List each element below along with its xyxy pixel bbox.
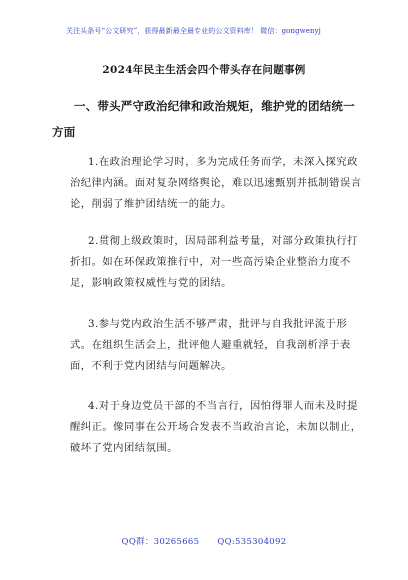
document-title: 2024年民主生活会四个带头存在问题事例 bbox=[102, 64, 306, 76]
footer-contact bbox=[0, 535, 408, 547]
header-promo-note: 关注头条号“公文研究”，获得最新最全最专业的公文资料库！ 微信：gongwenyj bbox=[66, 27, 321, 35]
footer-qq: QQ:535304092 bbox=[217, 537, 287, 547]
paragraph-4: 4.对于身边党员干部的不当言行，因怕得罪人而未及时提醒纠正。像同事在公开场合发表不当政治言论，未加以制止，破坏了党内团结氛围。 bbox=[70, 400, 362, 454]
footer-qq-group: QQ群：30265665 bbox=[121, 537, 200, 547]
paragraph-2: 2.贯彻上级政策时，因局部利益考量，对部分政策执行打折扣。如在环保政策推行中，对一些高污染企业整治力度不足，影响政策权威性与党的团结。 bbox=[70, 235, 358, 289]
paragraph-3: 3.参与党内政治生活不够严肃，批评与自我批评流于形式。在组织生活会上，批评他人避重就轻，自我剖析浮于表面，不利于党内团结与问题解决。 bbox=[70, 318, 351, 372]
section-heading: 一、带头严守政治纪律和政治规矩，维护党的团结统一方面 bbox=[52, 99, 355, 139]
paragraph-1: 1.在政治理论学习时，多为完成任务而学，未深入探究政治纪律内涵。面对复杂网络舆论，难以迅速甄别并抵制错误言论，削弱了维护团结统一的能力。 bbox=[70, 156, 362, 210]
